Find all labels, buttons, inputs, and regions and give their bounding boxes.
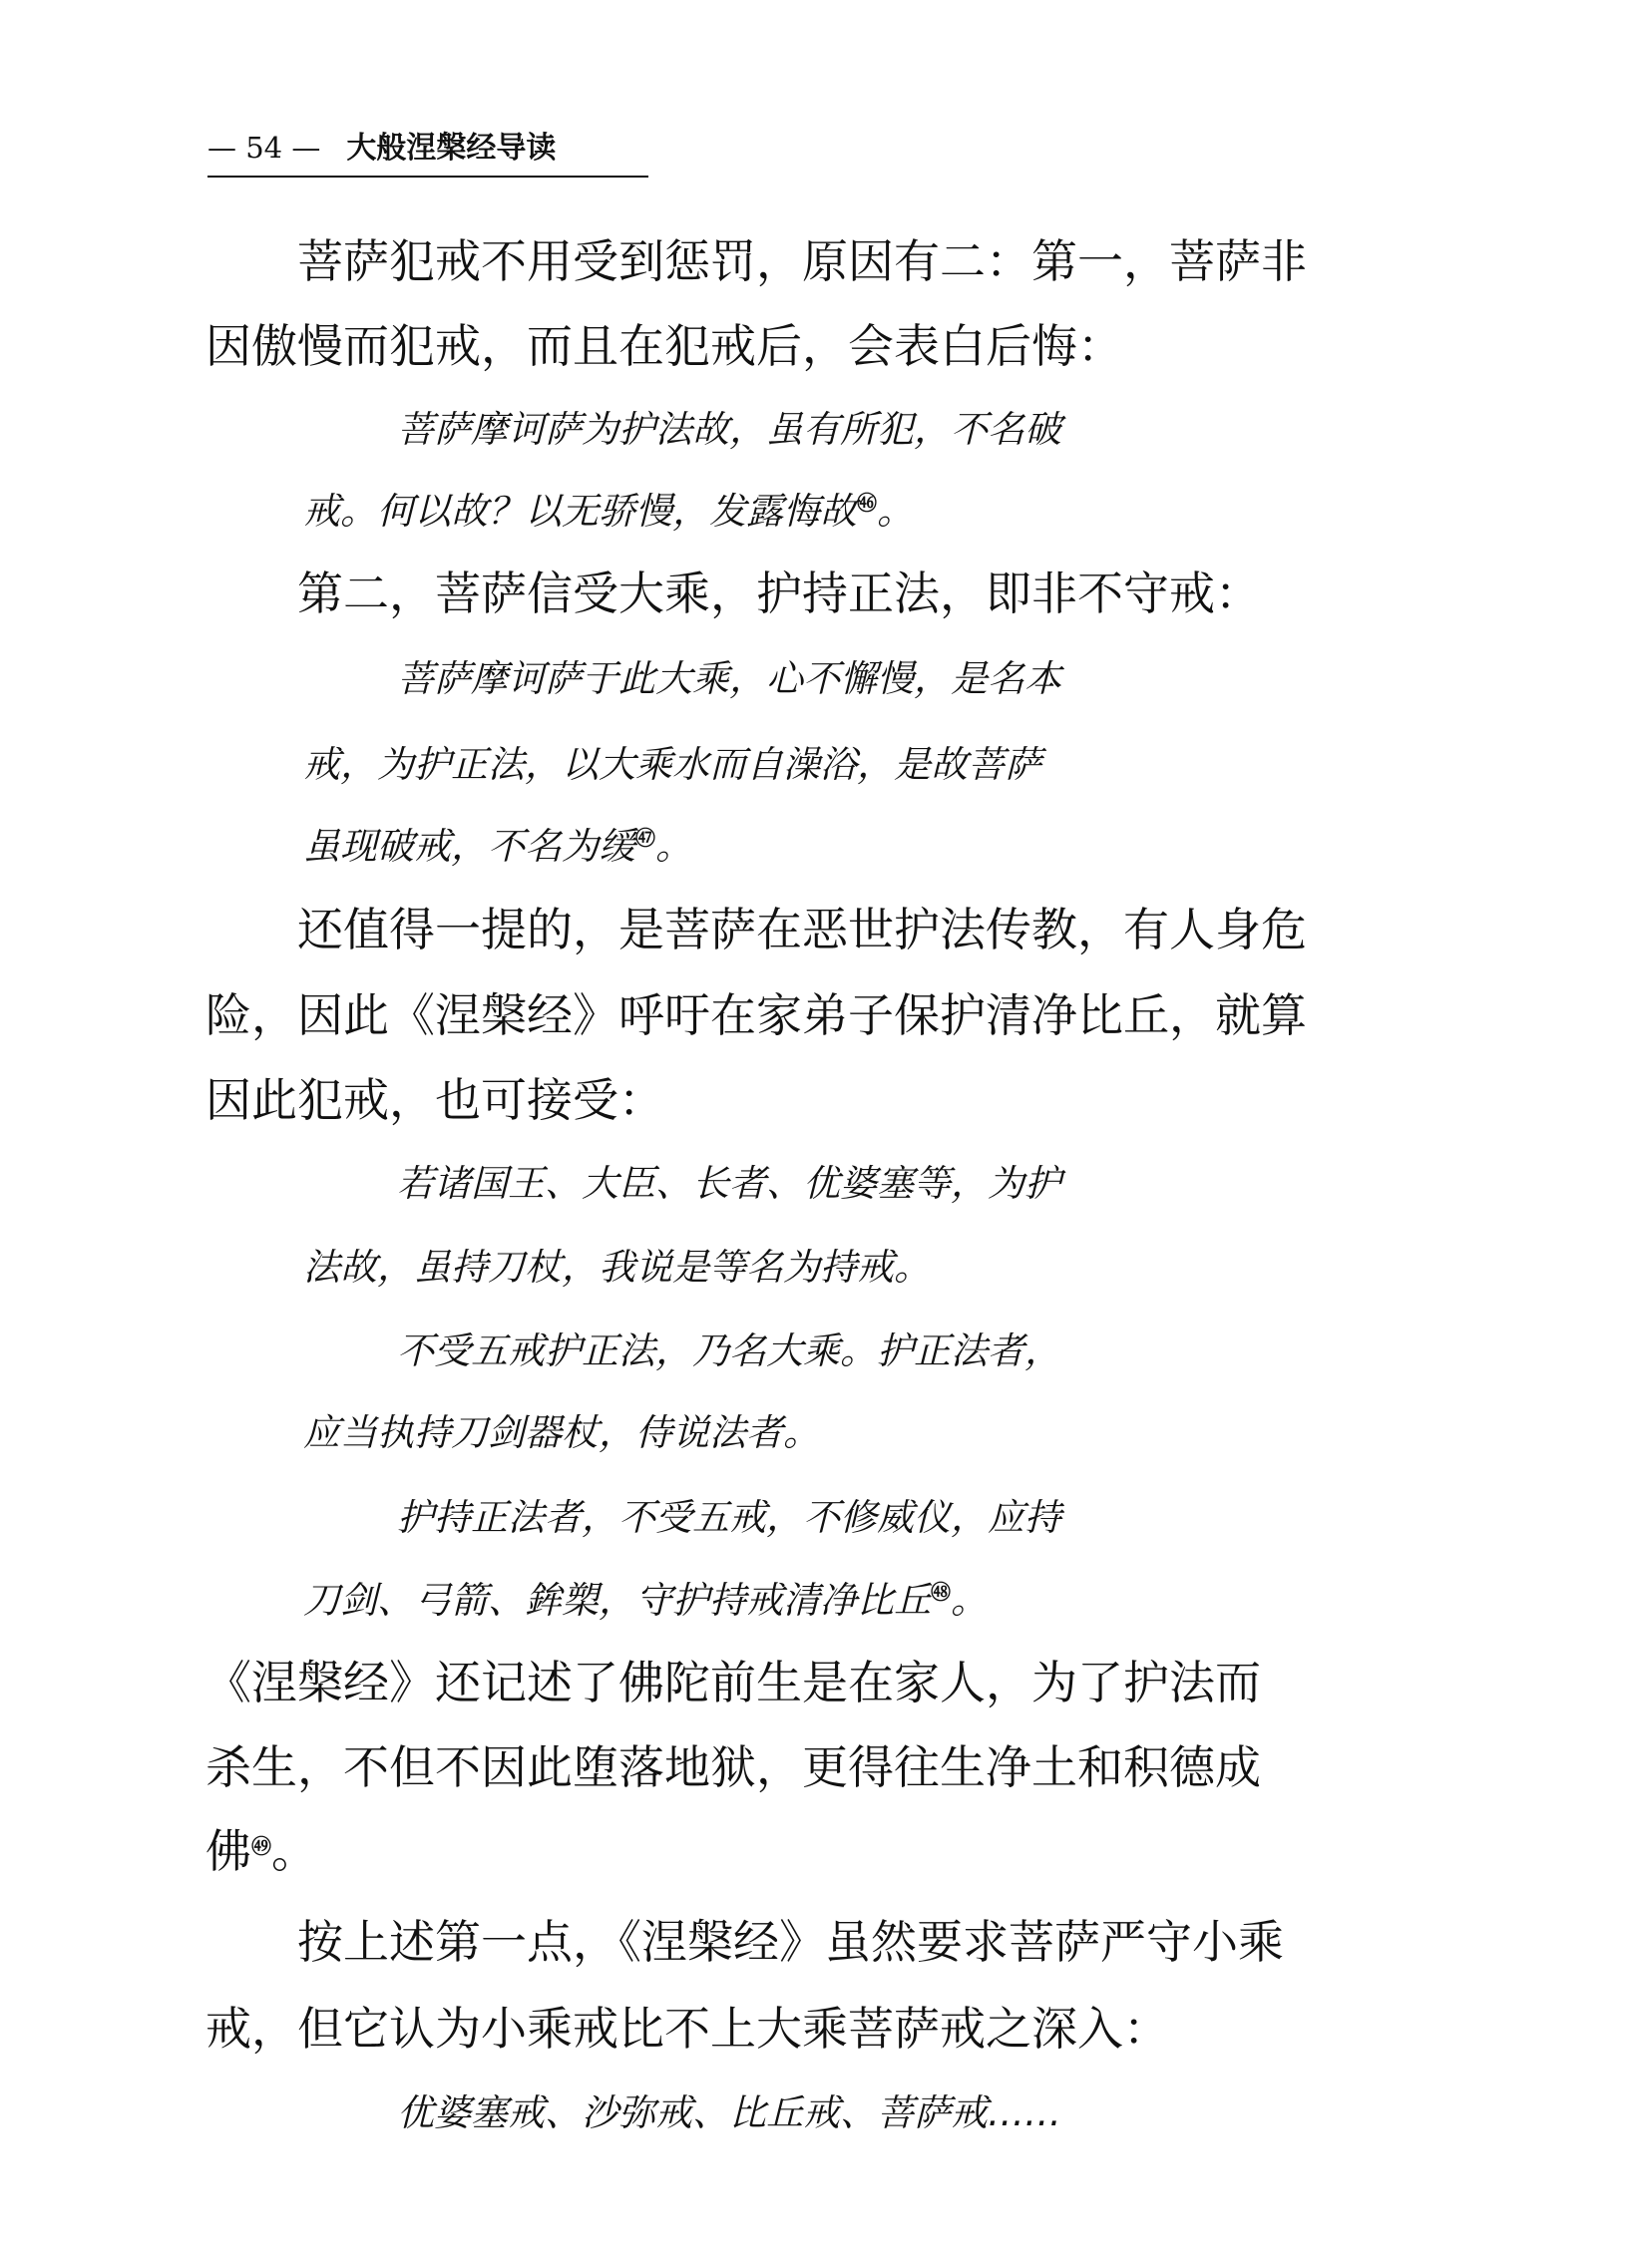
- quote-line: 护持正法者，不受五戒，不修威仪，应持: [397, 1496, 1061, 1539]
- text-line: 《涅槃经》还记述了佛陀前生是在家人，为了护法而: [205, 1656, 1261, 1709]
- footnote-marker: ㊾: [251, 1834, 271, 1858]
- text-line: 佛$^㊾$。: [205, 1824, 317, 1878]
- text-line: 第二，菩萨信受大乘，护持正法，即非不守戒：: [297, 567, 1261, 620]
- text-line: 菩萨犯戒不用受到惩罚，原因有二：第一，菩萨非: [297, 234, 1307, 288]
- text-line: 杀生，不但不因此堕落地狱，更得往生净土和积德成: [205, 1740, 1261, 1794]
- quote-line: 菩萨摩诃萨于此大乘，心不懈慢，是名本: [397, 657, 1061, 700]
- quote-line: 菩萨摩诃萨为护法故，虽有所犯，不名破: [397, 408, 1061, 451]
- quote-line: 戒。何以故？以无骄慢，发露悔故$^㊻$。: [303, 490, 914, 533]
- quote-line: 虽现破戒，不名为缓$^㊼$。: [303, 825, 692, 868]
- text-line: 险，因此《涅槃经》呼吁在家弟子保护清净比丘，就算: [205, 988, 1307, 1042]
- quote-line: 优婆塞戒、沙弥戒、比丘戒、菩萨戒……: [397, 2091, 1061, 2134]
- quote-line: 戒，为护正法，以大乘水而自澡浴，是故菩萨: [303, 743, 1041, 786]
- quote-line: 若诸国王、大臣、长者、优婆塞等，为护: [397, 1162, 1061, 1205]
- text-line: 因傲慢而犯戒，而且在犯戒后，会表白后悔：: [205, 319, 1123, 373]
- quote-line: 法故，虽持刀杖，我说是等名为持戒。: [303, 1246, 931, 1289]
- page-number: — 54 —: [207, 131, 321, 165]
- book-title: 大般涅槃经导读: [346, 131, 557, 166]
- text-line: 戒，但它认为小乘戒比不上大乘菩萨戒之深入：: [205, 2002, 1169, 2056]
- footnote-marker: ㊽: [931, 1580, 951, 1604]
- text-line: 因此犯戒，也可接受：: [205, 1073, 664, 1127]
- text-line: 按上述第一点，《涅槃经》虽然要求菩萨严守小乘: [297, 1915, 1284, 1969]
- quote-line: 不受五戒护正法，乃名大乘。护正法者，: [397, 1329, 1061, 1372]
- quote-line: 刀剑、弓箭、鉾槊，守护持戒清净比丘$^㊽$。: [303, 1579, 988, 1622]
- quote-line: 应当执持刀剑器杖，侍说法者。: [303, 1411, 820, 1454]
- footnote-marker: ㊻: [857, 491, 877, 515]
- text-line: 还值得一提的，是菩萨在恶世护法传教，有人身危: [297, 903, 1307, 956]
- footnote-marker: ㊼: [635, 826, 655, 850]
- running-header: [207, 128, 648, 178]
